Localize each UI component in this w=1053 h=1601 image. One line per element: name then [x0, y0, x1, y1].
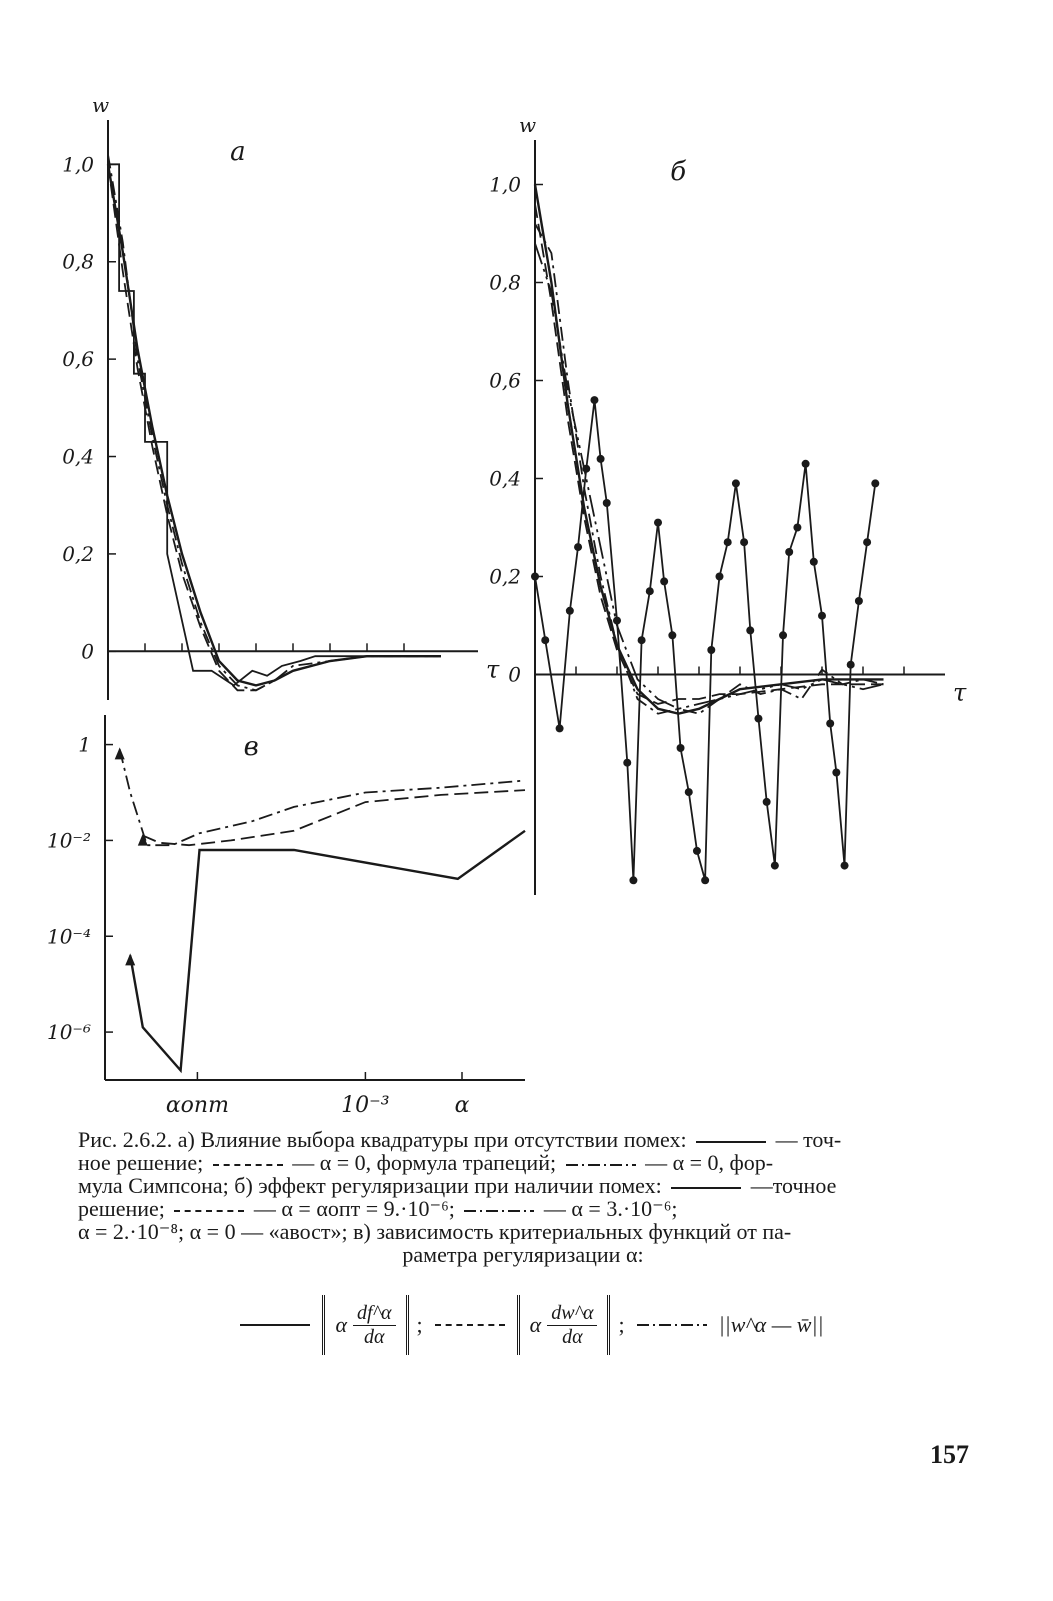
caption-line-4 [78, 1197, 968, 1220]
series-line [535, 185, 884, 714]
caption-line-2 [78, 1151, 968, 1174]
caption-text: — α = 0, формула трапеций; [292, 1150, 557, 1175]
y-tick-label: 0,8 [489, 270, 521, 295]
series-line [108, 164, 441, 685]
data-point [701, 876, 709, 884]
y-tick-label: 0,8 [62, 249, 94, 274]
alpha-symbol: α [529, 1312, 542, 1337]
data-point [855, 597, 863, 605]
data-point [732, 479, 740, 487]
data-point [654, 519, 662, 527]
caption-line-5 [78, 1220, 968, 1243]
fraction-dw [547, 1302, 597, 1349]
arrow-head [125, 953, 135, 965]
y-tick-label: 0,6 [62, 347, 94, 372]
data-point [707, 646, 715, 654]
legend-sample-dashdot [566, 1164, 636, 1166]
y-axis-label: w [92, 93, 110, 117]
y-tick-label: 10⁻⁶ [46, 1020, 91, 1045]
data-point [613, 617, 621, 625]
x-tick-label: αопт [165, 1093, 229, 1118]
data-point [629, 876, 637, 884]
y-tick-label: 0,6 [489, 368, 521, 393]
data-point [685, 788, 693, 796]
data-point [668, 631, 676, 639]
data-point [716, 573, 724, 581]
legend-sample-solid [696, 1141, 766, 1143]
series-line [120, 749, 525, 845]
data-point [810, 558, 818, 566]
panel-label: в [243, 732, 259, 762]
data-point [826, 720, 834, 728]
caption-text: — α = αопт = 9.·10⁻⁶; [253, 1196, 455, 1221]
data-point [556, 724, 564, 732]
data-point [754, 715, 762, 723]
data-point [660, 577, 668, 585]
series-line [108, 164, 441, 690]
y-tick-label: 0,2 [62, 541, 94, 566]
legend-sample-dashdot [464, 1210, 534, 1212]
y-axis-label: w [519, 113, 537, 137]
legend-sample-solid [671, 1187, 741, 1189]
data-point [832, 769, 840, 777]
norm-w-minus-wbar: ||w^α — w̄|| [718, 1312, 824, 1337]
arrow-head [115, 747, 125, 759]
legend-sample-dash [213, 1164, 283, 1166]
legend-sample-solid [240, 1324, 310, 1326]
data-point [693, 847, 701, 855]
data-point [724, 538, 732, 546]
data-point [818, 612, 826, 620]
fraction-numerator: dw^α [547, 1302, 597, 1326]
y-tick-label: 1 [78, 732, 91, 757]
data-point [597, 455, 605, 463]
fraction-denominator: dα [562, 1325, 583, 1348]
figure-caption [78, 1128, 968, 1266]
y-tick-label: 10⁻⁴ [46, 924, 91, 949]
data-point [531, 573, 539, 581]
data-point [785, 548, 793, 556]
data-point [638, 636, 646, 644]
panel-label: б [670, 157, 687, 187]
y-tick-label: 10⁻² [46, 828, 91, 853]
x-axis-label: τ [486, 655, 500, 684]
series-line [143, 790, 525, 845]
data-point [582, 465, 590, 473]
legend-formula [200, 1290, 860, 1360]
norm-dw [517, 1295, 611, 1355]
caption-text: ное решение; [78, 1150, 204, 1175]
data-point [646, 587, 654, 595]
data-point [623, 759, 631, 767]
data-point [677, 744, 685, 752]
data-point [763, 798, 771, 806]
caption-text: — точ- [775, 1127, 842, 1152]
caption-text: α = 2.·10⁻⁸; α = 0 — «авост»; в) зависимость критериальных функций от па- [78, 1219, 792, 1244]
separator: ; [416, 1312, 423, 1337]
caption-text: решение; [78, 1196, 165, 1221]
series-line [130, 831, 525, 1071]
data-point [871, 479, 879, 487]
data-point [566, 607, 574, 615]
data-point [740, 538, 748, 546]
chart-panel-v [47, 715, 525, 1118]
fraction-df [353, 1302, 396, 1349]
caption-line-1 [78, 1128, 968, 1151]
norm-df [322, 1295, 408, 1355]
x-axis-label: τ [953, 678, 967, 707]
x-tick-label: α [454, 1093, 470, 1118]
legend-sample-dashdot [637, 1324, 707, 1326]
page-number: 157 [930, 1440, 969, 1469]
caption-line-3 [78, 1174, 968, 1197]
x-tick-label: 10⁻³ [341, 1093, 390, 1118]
caption-line-6 [78, 1243, 968, 1266]
data-point [746, 626, 754, 634]
data-point [847, 661, 855, 669]
y-tick-label: 1,0 [62, 152, 94, 177]
series-line [535, 243, 884, 709]
caption-text: — α = 0, фор- [645, 1150, 774, 1175]
data-point [802, 460, 810, 468]
caption-text: —точное [750, 1173, 837, 1198]
legend-sample-dash [435, 1324, 505, 1326]
data-point [541, 636, 549, 644]
data-point [574, 543, 582, 551]
arrow-head [138, 834, 148, 846]
y-tick-label: 0 [508, 662, 521, 687]
y-tick-label: 0,4 [62, 444, 94, 469]
caption-text: раметра регуляризации α: [402, 1242, 644, 1267]
series-line [108, 164, 441, 685]
data-point [590, 396, 598, 404]
data-point [863, 538, 871, 546]
y-tick-label: 0,2 [489, 564, 521, 589]
chart-panel-b [489, 113, 967, 895]
y-tick-label: 0,4 [489, 466, 521, 491]
fraction-numerator: df^α [353, 1302, 396, 1326]
chart-panel-a [62, 93, 500, 700]
panel-label: а [230, 137, 246, 167]
legend-sample-dash [174, 1210, 244, 1212]
caption-text: Рис. 2.6.2. а) Влияние выбора квадратуры при отсутствии помех: [78, 1127, 687, 1152]
series-line [108, 155, 441, 691]
alpha-symbol: α [335, 1312, 348, 1337]
caption-text: мула Симпсона; б) эффект регуляризации при наличии помех: [78, 1173, 662, 1198]
data-point [841, 862, 849, 870]
separator: ; [618, 1312, 625, 1337]
caption-text: — α = 3.·10⁻⁶; [543, 1196, 678, 1221]
data-point [793, 524, 801, 532]
y-tick-label: 1,0 [489, 172, 521, 197]
data-point [779, 631, 787, 639]
data-point [603, 499, 611, 507]
data-point [771, 862, 779, 870]
y-tick-label: 0 [81, 639, 94, 664]
fraction-denominator: dα [364, 1325, 385, 1348]
